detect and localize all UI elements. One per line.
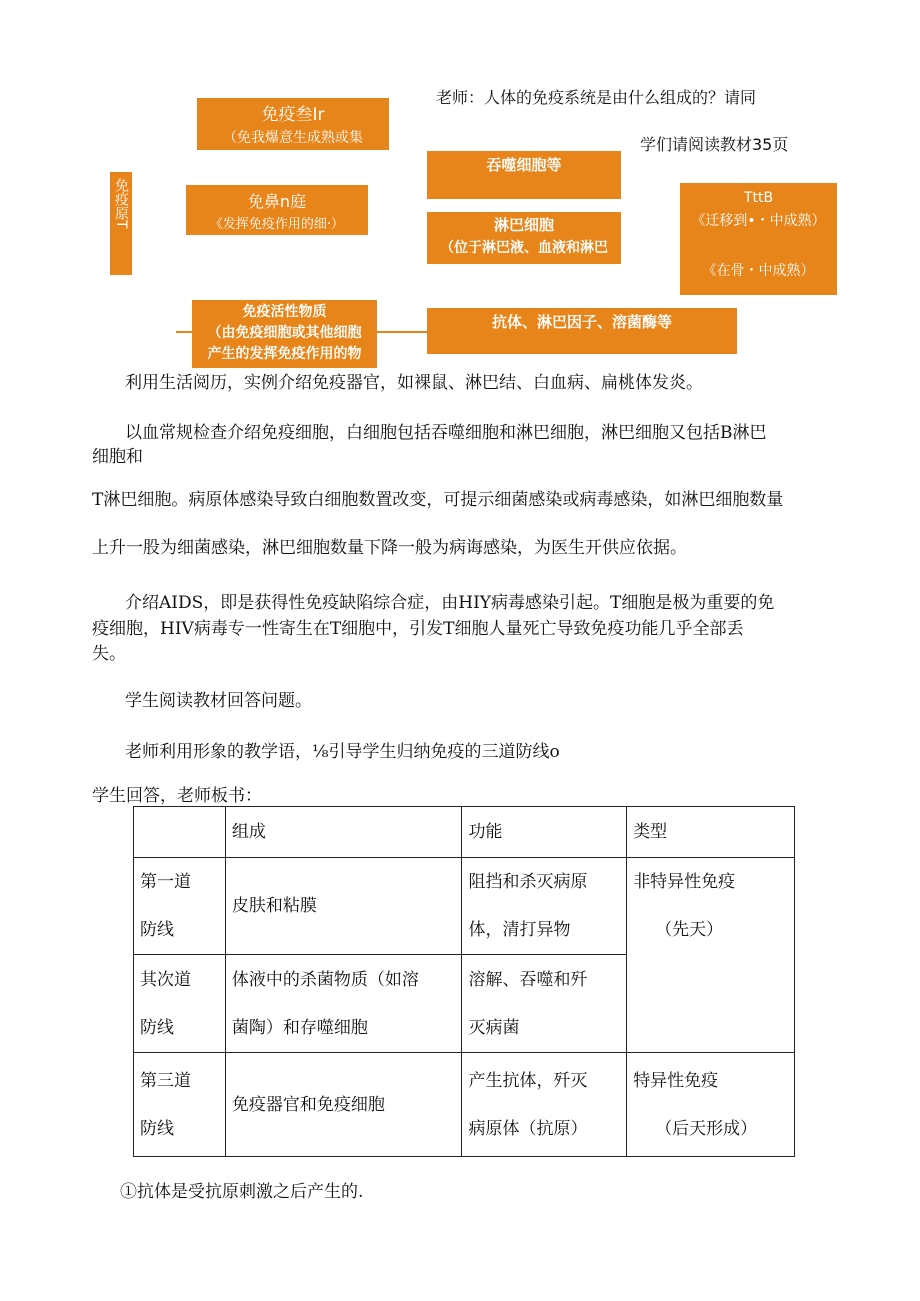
lymphocyte-box: 淋巴细胞 （位于淋巴液、血液和淋巴 bbox=[427, 212, 621, 264]
paragraph-three-lines: 老师利用形象的教学语，⅛引导学生归纳免疫的三道防线o bbox=[125, 742, 560, 762]
type-specific: 特异性免疫 （后天形成） bbox=[627, 1053, 795, 1157]
paragraph-cells-line2: 细胞和 bbox=[92, 447, 143, 467]
t-b-cell-box: TttB 《迁移到•・中成熟） 《在骨・中成熟） bbox=[680, 183, 837, 295]
table-header-function: 功能 bbox=[462, 807, 627, 858]
antibody-box: 抗体、淋巴因子、溶菌酶等 bbox=[427, 308, 737, 354]
paragraph-aids-line2: 疫细胞，HIV病毒专一性寄生在T细胞中，引发T细胞人量死亡导致免疫功能几乎全部丢 bbox=[92, 619, 744, 639]
defense-function: 阻挡和杀灭病原 体，清打异物 bbox=[462, 858, 627, 955]
table-header-type: 类型 bbox=[627, 807, 795, 858]
paragraph-cells-line1: 以血常规检查介绍免疫细胞，白细胞包括吞噬细胞和淋巴细胞，淋巴细胞又包括B淋巴 bbox=[125, 423, 767, 443]
defense-lines-table bbox=[133, 806, 795, 1157]
defense-function: 产生抗体，歼灭 病原体（抗原） bbox=[462, 1053, 627, 1157]
immune-cell-box: 免鼻n庭 《发挥免疫作用的细·） bbox=[186, 185, 368, 235]
table-row bbox=[134, 1053, 795, 1157]
immune-organ-box: 免疫叁Ir （免我爆意生成熟或集 bbox=[197, 98, 389, 150]
defense-composition: 体液中的杀菌物质（如溶 菌陶）和存噬细胞 bbox=[225, 955, 462, 1053]
defense-name: 第三道 防线 bbox=[134, 1053, 226, 1157]
table-header-row bbox=[134, 807, 795, 858]
phagocyte-box: 吞噬细胞等 bbox=[427, 151, 621, 199]
type-nonspecific: 非特异性免疫 （先天） bbox=[627, 858, 795, 1053]
table-header-composition: 组成 bbox=[225, 807, 462, 858]
defense-name: 其次道 防线 bbox=[134, 955, 226, 1053]
defense-name: 第一道 防线 bbox=[134, 858, 226, 955]
active-substance-box: 免疫活性物质 （由免疫细胞或其他细胞 产生的发挥免疫作用的物 bbox=[192, 300, 377, 368]
paragraph-aids-line1: 介绍AIDS，即是获得性免疫缺陷综合症，由HIY病毒感染引起。T细胞是极为重要的免 bbox=[125, 593, 775, 613]
teacher-question-line2: 学们请阅读教材35页 bbox=[640, 135, 789, 154]
table-row bbox=[134, 858, 795, 955]
defense-function: 溶解、吞噬和歼 灭病菌 bbox=[462, 955, 627, 1053]
paragraph-infection-line1: T淋巴细胞。病原体感染导致白细胞数置改变，可提示细菌感染或病毒感染，如淋巴细胞数量 bbox=[92, 490, 784, 510]
defense-composition: 皮肤和粘膜 bbox=[225, 858, 462, 955]
paragraph-organs: 利用生活阅历，实例介绍免疫器官，如裸鼠、淋巴结、白血病、扁桃体发炎。 bbox=[125, 373, 703, 393]
immune-system-side-label: 免疫原T bbox=[110, 172, 132, 275]
table-header-blank bbox=[134, 807, 226, 858]
paragraph-infection-line2: 上升一股为细菌感染，淋巴细胞数量下降一般为病诲感染，为医生开供应依据。 bbox=[92, 538, 687, 558]
teacher-question-line1: 老师：人体的免疫系统是由什么组成的？请同 bbox=[436, 88, 757, 107]
paragraph-aids-line3: 失。 bbox=[92, 644, 126, 664]
paragraph-board: 学生回答，老师板书： bbox=[92, 786, 262, 806]
paragraph-read: 学生阅读教材回答问题。 bbox=[125, 691, 312, 711]
footnote-antibody: ①抗体是受抗原刺激之后产生的. bbox=[120, 1182, 364, 1202]
defense-composition: 免疫器官和免疫细胞 bbox=[225, 1053, 462, 1157]
